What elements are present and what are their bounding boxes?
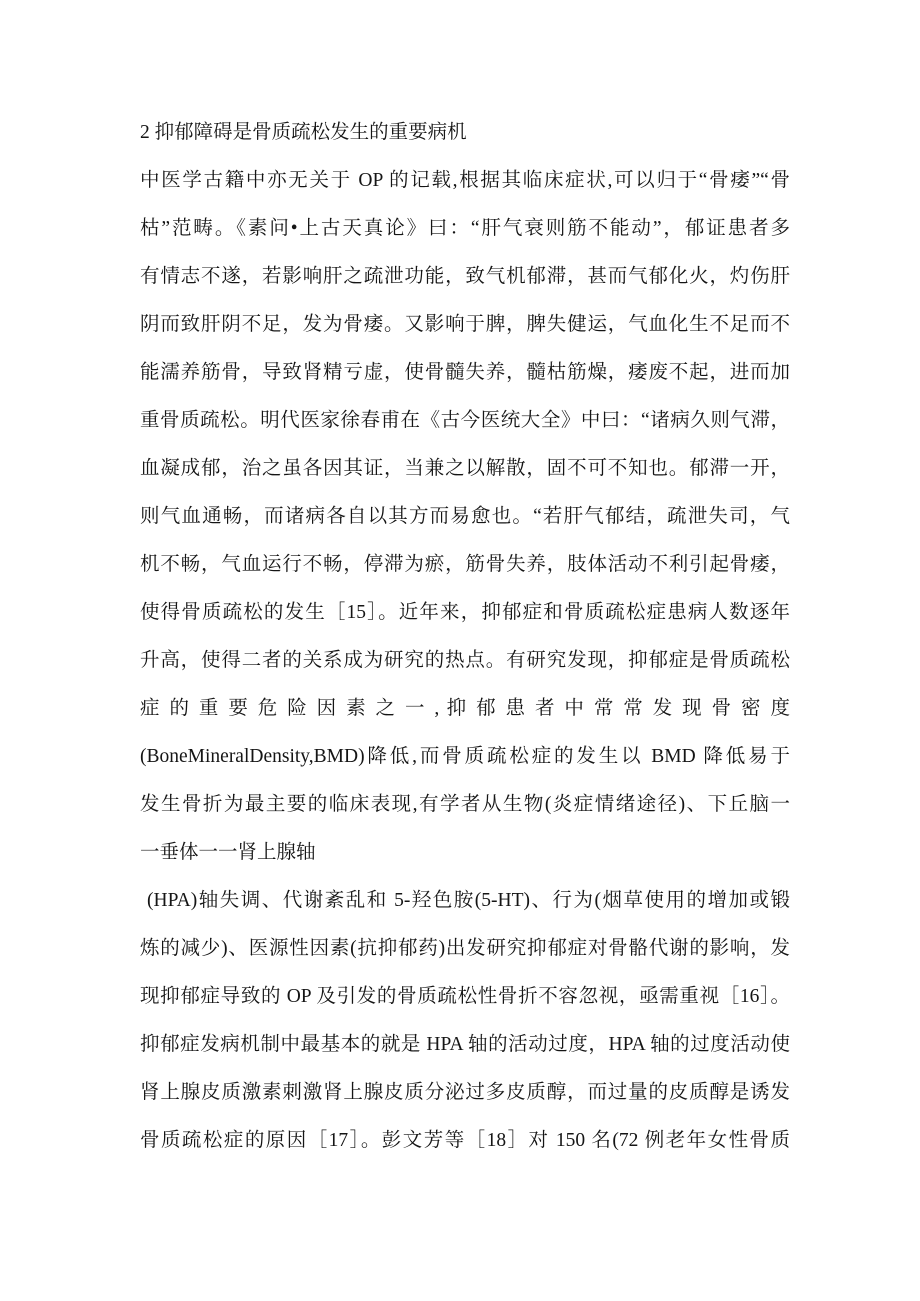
body-line: 能濡养筋骨，导致肾精亏虚，使骨髓失养，髓枯筋燥，痿废不起，进而加 [140, 362, 790, 383]
body-line: 重骨质疏松。明代医家徐春甫在《古今医统大全》中曰：“诸病久则气滞， [140, 410, 790, 431]
body-line: 炼的减少)、医源性因素(抗抑郁药)出发研究抑郁症对骨骼代谢的影响，发 [140, 938, 790, 959]
body-line: 血凝成郁，治之虽各因其证，当兼之以解散，固不可不知也。郁滞一开， [140, 458, 790, 479]
body-line: 肾上腺皮质激素刺激肾上腺皮质分泌过多皮质醇，而过量的皮质醇是诱发 [140, 1082, 790, 1103]
body-line: 机不畅，气血运行不畅，停滞为瘀，筋骨失养，肢体活动不利引起骨痿， [140, 554, 790, 575]
body-line: 症 的 重 要 危 险 因 素 之 一 , 抑 郁 患 者 中 常 常 发 现 骨 密 度 [140, 698, 790, 719]
body-line: 发生骨折为最主要的临床表现,有学者从生物(炎症情绪途径)、下丘脑一 [140, 794, 790, 815]
body-line: 则气血通畅，而诸病各自以其方而易愈也。“若肝气郁结，疏泄失司，气 [140, 506, 790, 527]
body-line: 现抑郁症导致的 OP 及引发的骨质疏松性骨折不容忽视，亟需重视［16］。 [140, 986, 790, 1007]
body-line: 中医学古籍中亦无关于 OP 的记载,根据其临床症状,可以归于“骨痿”“骨 [140, 170, 790, 191]
body-line: (BoneMineralDensity,BMD)降低,而骨质疏松症的发生以 BMD 降低易于 [140, 746, 790, 767]
body-line: (HPA)轴失调、代谢紊乱和 5-羟色胺(5-HT)、行为(烟草使用的增加或锻 [147, 890, 790, 911]
body-line: 骨质疏松症的原因［17］。彭文芳等［18］对 150 名(72 例老年女性骨质 [140, 1130, 790, 1151]
section-heading: 2 抑郁障碍是骨质疏松发生的重要病机 [140, 122, 467, 143]
body-line: 抑郁症发病机制中最基本的就是 HPA 轴的活动过度，HPA 轴的过度活动使 [140, 1034, 790, 1055]
body-line: 有情志不遂，若影响肝之疏泄功能，致气机郁滞，甚而气郁化火，灼伤肝 [140, 266, 790, 287]
body-line: 升高，使得二者的关系成为研究的热点。有研究发现，抑郁症是骨质疏松 [140, 650, 790, 671]
body-line: 一垂体一一肾上腺轴 [140, 842, 316, 863]
body-line: 阴而致肝阴不足，发为骨痿。又影响于脾，脾失健运，气血化生不足而不 [140, 314, 790, 335]
body-line: 枯”范畴。《素问•上古天真论》曰：“肝气衰则筋不能动”，郁证患者多 [140, 218, 790, 239]
body-line: 使得骨质疏松的发生［15］。近年来，抑郁症和骨质疏松症患病人数逐年 [140, 602, 790, 623]
body-text [140, 109, 790, 1165]
